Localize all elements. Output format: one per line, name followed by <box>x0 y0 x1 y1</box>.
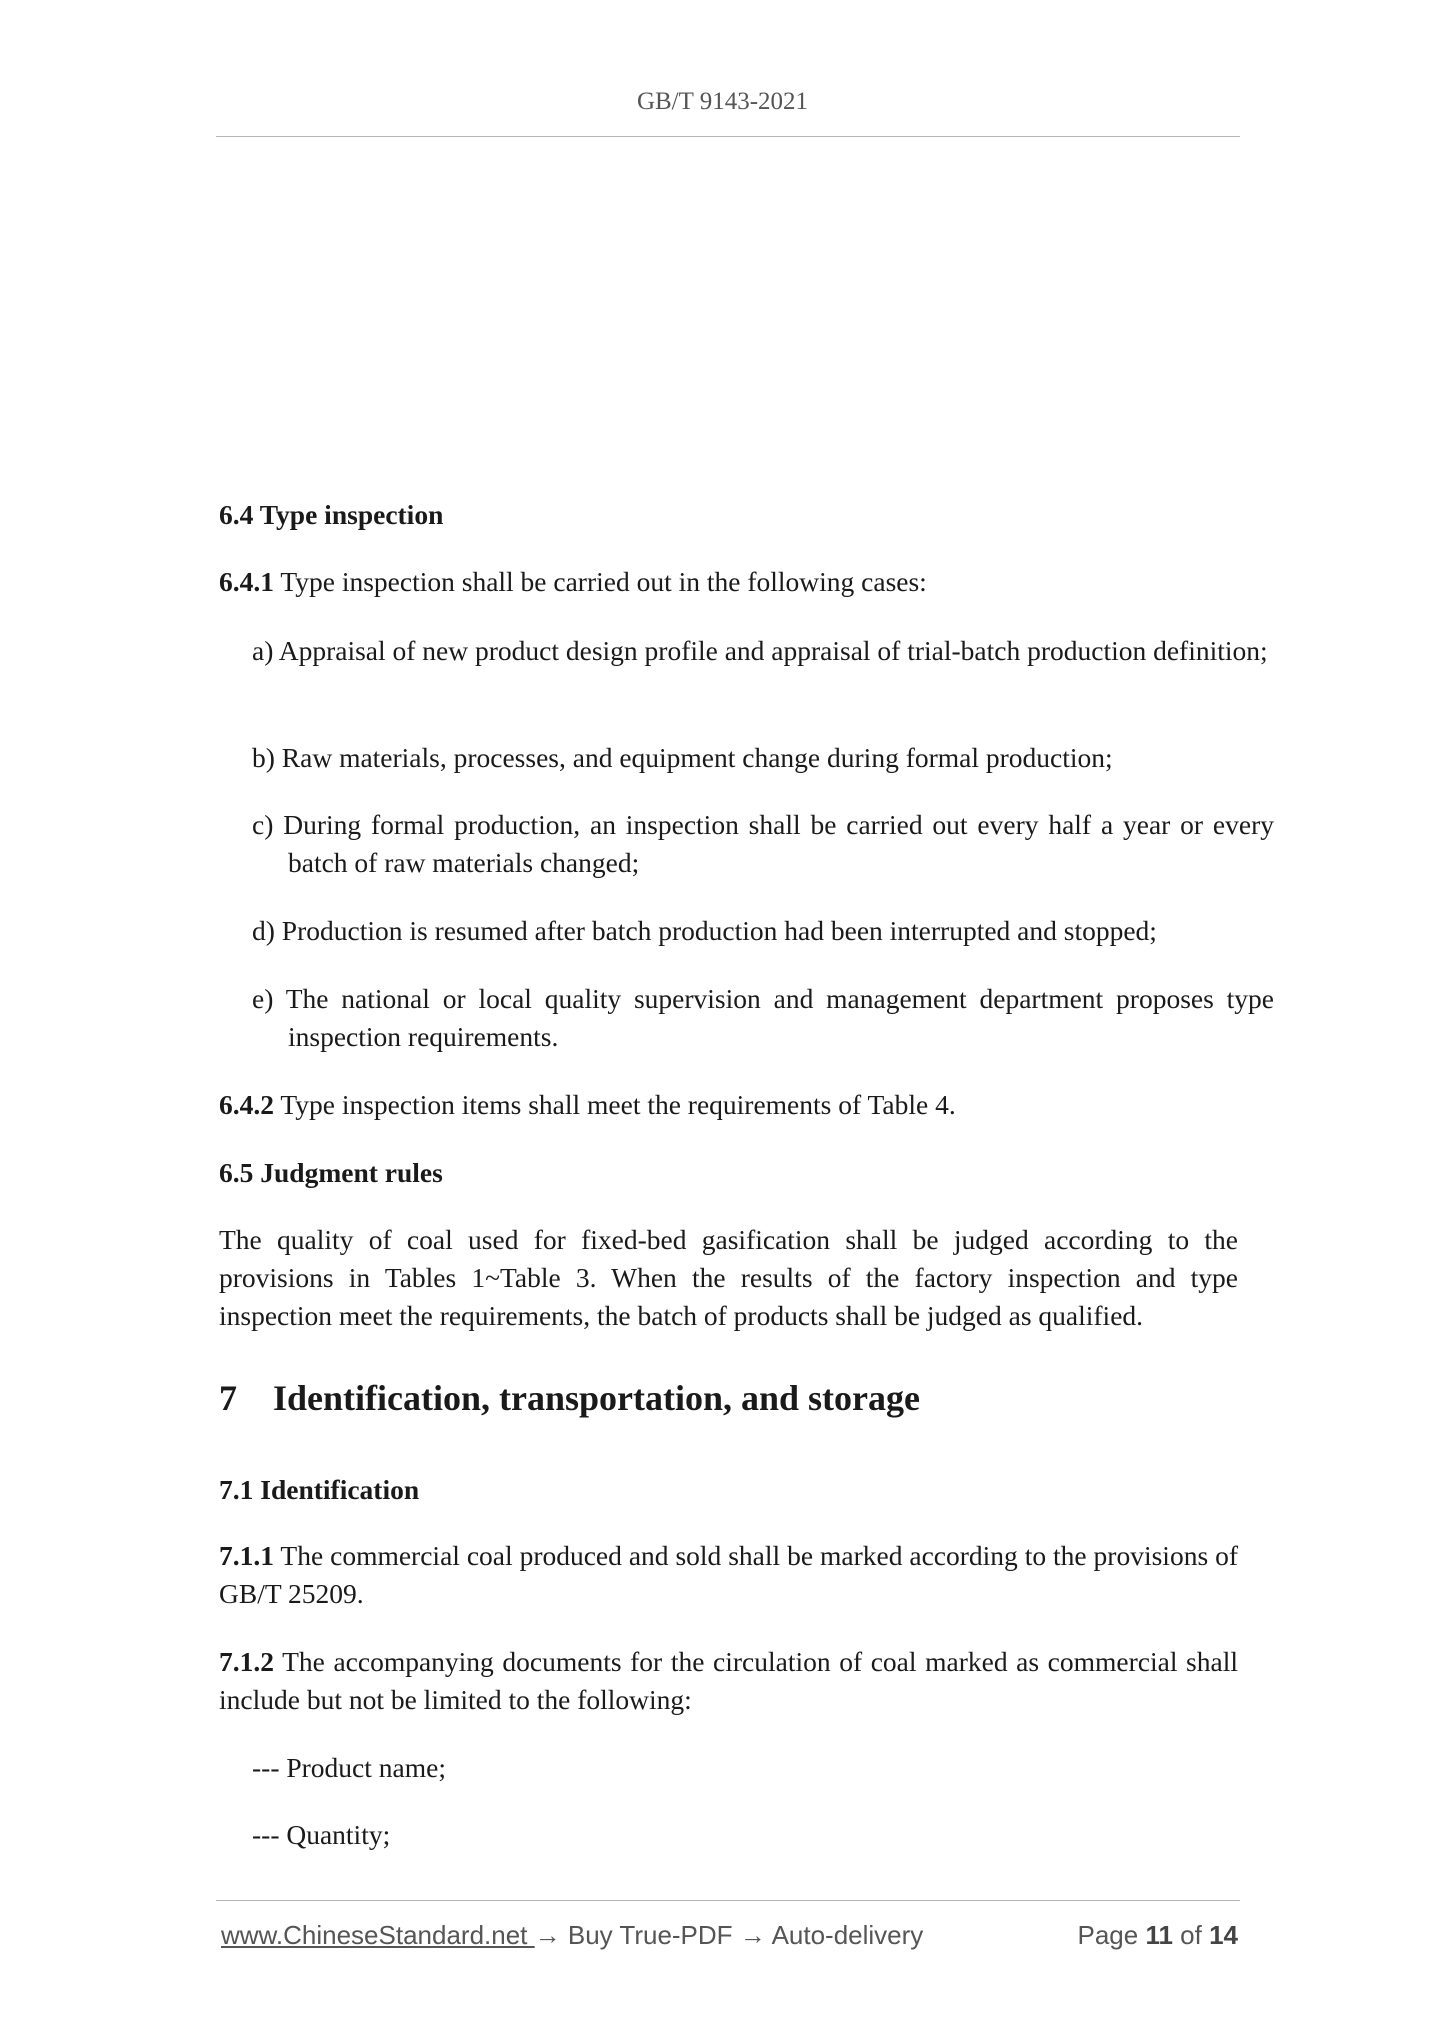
of-label: of <box>1172 1920 1210 1950</box>
clause-text: The commercial coal produced and sold shall be marked according to the provisions of GB/T 25209. <box>219 1540 1238 1609</box>
chapter-number: 7 <box>219 1378 237 1418</box>
clause-number: 6.4.1 <box>219 566 274 597</box>
clause-text: The accompanying documents for the circulation of coal marked as commercial shall include but not be limited to the following: <box>219 1646 1238 1715</box>
clause-7-1-1 <box>219 1537 1238 1613</box>
list-item-d: d) Production is resumed after batch production had been interrupted and stopped; <box>252 915 1157 946</box>
clause-number: 7.1.1 <box>219 1540 274 1571</box>
clause-6-4-1 <box>219 563 1238 601</box>
current-page-number: 11 <box>1145 1920 1173 1950</box>
section-7-1-heading: 7.1 Identification <box>219 1474 420 1505</box>
chapter-7-heading <box>219 1376 920 1420</box>
header-divider <box>216 136 1240 137</box>
total-pages-number: 14 <box>1209 1920 1238 1950</box>
footer-divider <box>216 1900 1240 1901</box>
clause-number: 6.4.2 <box>219 1089 274 1120</box>
footer-tagline: → Buy True-PDF → Auto-delivery <box>534 1920 924 1950</box>
list-item-e: e) The national or local quality supervision and management department proposes type inspection requirements. <box>252 983 1274 1052</box>
clause-text: Type inspection shall be carried out in the following cases: <box>274 566 927 597</box>
list-item-b: b) Raw materials, processes, and equipment change during formal production; <box>252 742 1113 773</box>
list-item-quantity: --- Quantity; <box>252 1819 391 1850</box>
clause-text: Type inspection items shall meet the requirements of Table 4. <box>274 1089 956 1120</box>
section-6-4-heading: 6.4 Type inspection <box>219 499 444 530</box>
clause-6-4-2 <box>219 1086 1238 1124</box>
list-item-c: c) During formal production, an inspection shall be carried out every half a year or every batch of raw materials changed; <box>252 809 1274 878</box>
list-item-a: a) Appraisal of new product design profile and appraisal of trial-batch production definition; <box>252 635 1268 666</box>
judgment-rules-paragraph: The quality of coal used for fixed-bed gasification shall be judged according to the provisions in Tables 1~Table 3. When the results of the factory inspection and type inspection meet the requirements, the batch of products shall be judged as qualified. <box>219 1224 1238 1331</box>
list-item-product-name: --- Product name; <box>252 1752 446 1783</box>
page-indicator <box>1077 1918 1238 1952</box>
chapter-title: Identification, transportation, and storage <box>273 1378 920 1418</box>
footer-promo <box>221 1918 923 1952</box>
website-link[interactable]: www.ChineseStandard.net <box>221 1920 535 1950</box>
section-6-5-heading: 6.5 Judgment rules <box>219 1157 443 1188</box>
document-code-header: GB/T 9143-2021 <box>636 88 809 115</box>
clause-7-1-2 <box>219 1643 1238 1719</box>
page-label: Page <box>1077 1920 1146 1950</box>
clause-number: 7.1.2 <box>219 1646 274 1677</box>
